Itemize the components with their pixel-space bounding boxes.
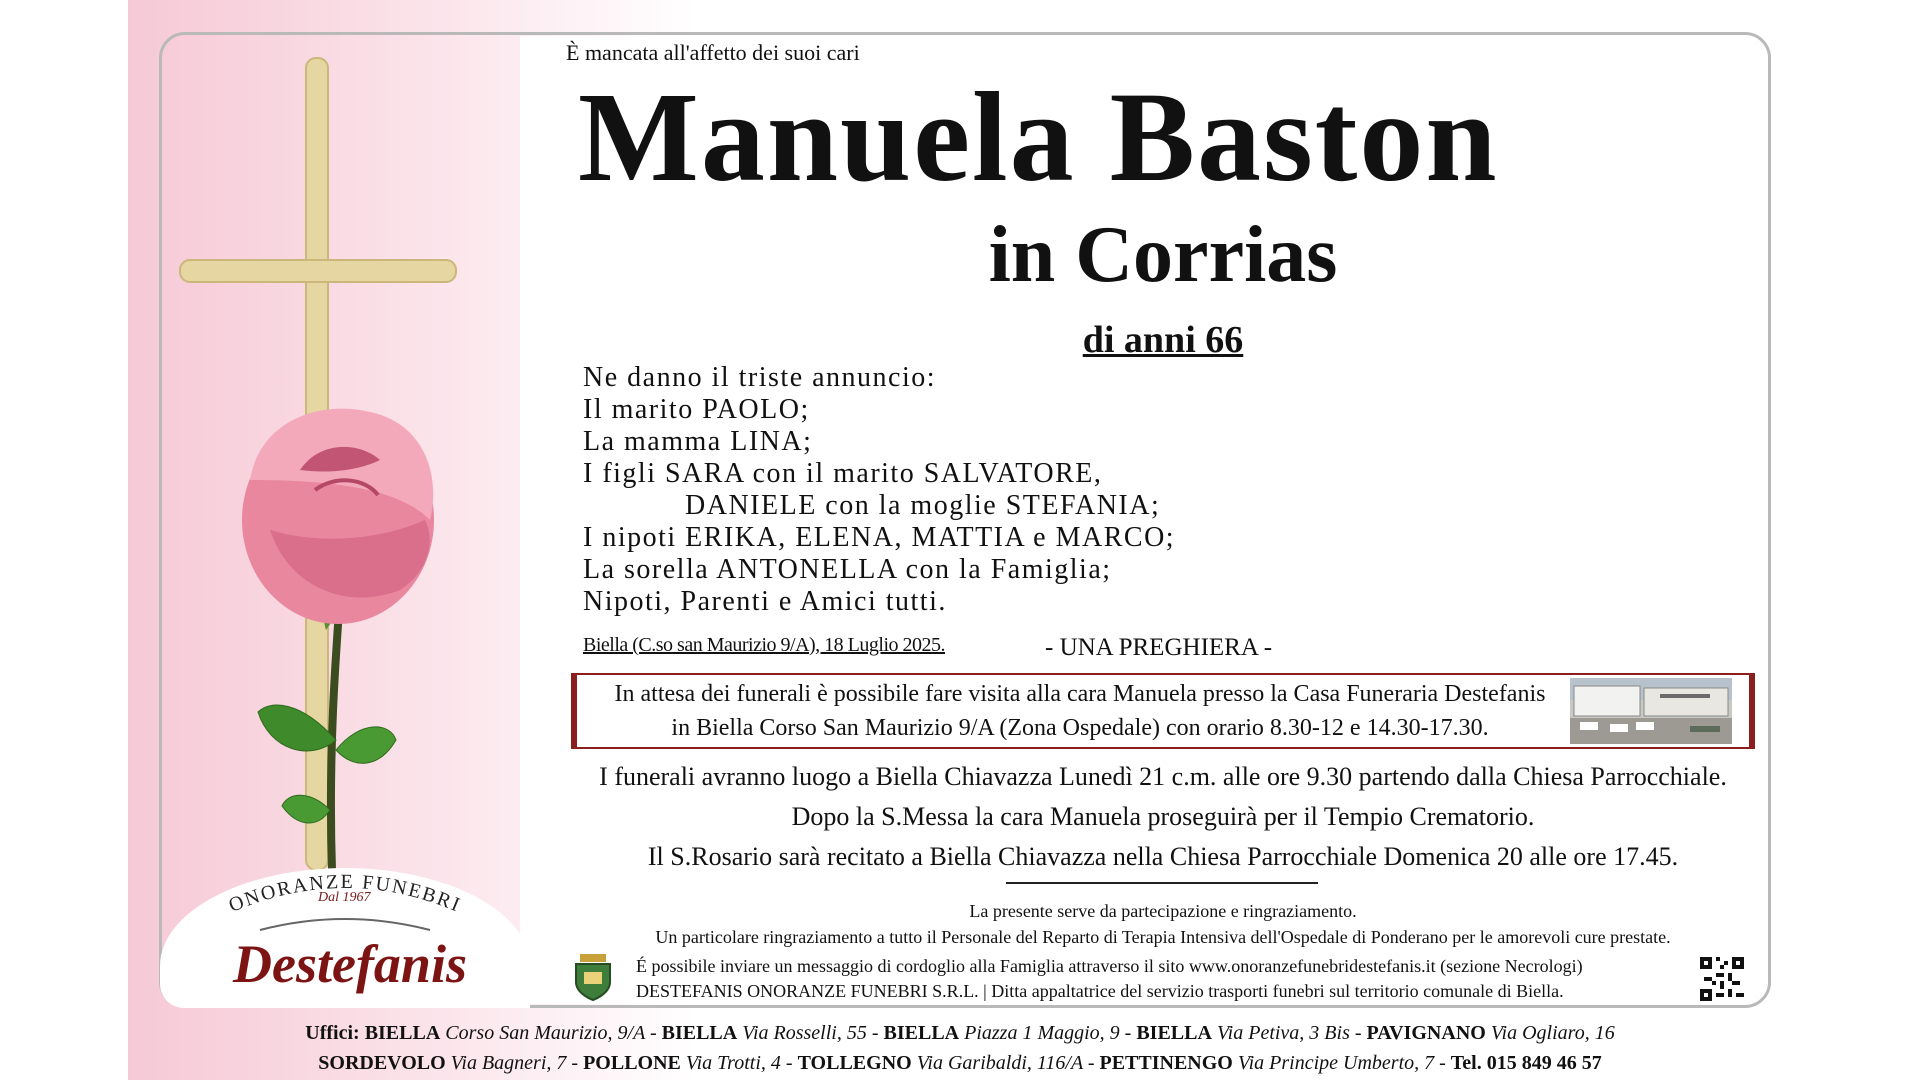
age: di anni 66 xyxy=(1082,319,1244,361)
office-address: Piazza 1 Maggio, 9 xyxy=(964,1022,1120,1044)
funeral-line: Il S.Rosario sarà recitato a Biella Chiavazza nella Chiesa Parrocchiale Domenica 20 alle ore 17.45. xyxy=(647,842,1679,871)
rose-icon xyxy=(242,409,434,870)
office-address: Via Bagneri, 7 xyxy=(450,1052,567,1074)
thanks-line: La presente serve da partecipazione e ringraziamento. xyxy=(969,901,1357,921)
footer-line-2: SORDEVOLO Via Bagneri, 7 - POLLONE Via Trotti, 4 - TOLLEGNO Via Garibaldi, 116/A - PETTINENGO Via Principe Umberto, 7 - Tel. 015 849 46 57 xyxy=(318,1052,1602,1074)
funeral-line: I funerali avranno luogo a Biella Chiavazza Lunedì 21 c.m. alle ore 9.30 partendo dalla Chiesa Parrocchiale. xyxy=(599,762,1727,791)
office-address: Corso San Maurizio, 9/A xyxy=(445,1022,645,1044)
office-city: TOLLEGNO xyxy=(797,1052,912,1074)
footer-label: Uffici: xyxy=(305,1022,360,1044)
thanks-line: Un particolare ringraziamento a tutto il Personale del Reparto di Terapia Intensiva dell'Ospedale di Ponderano per le amorevoli cure prestate. xyxy=(655,927,1671,947)
mourner-line: La mamma LINA; xyxy=(583,426,813,457)
svg-text:ONORANZE FUNEBRI: ONORANZE FUNEBRI xyxy=(225,870,465,917)
office-city: SORDEVOLO xyxy=(318,1052,446,1074)
mourner-line: I figli SARA con il marito SALVATORE, xyxy=(583,458,1103,489)
building-photo xyxy=(1570,678,1732,744)
visit-line: in Biella Corso San Maurizio 9/A (Zona Ospedale) con orario 8.30-12 e 14.30-17.30. xyxy=(671,715,1489,741)
prayer-link[interactable]: - UNA PREGHIERA - xyxy=(1045,634,1273,661)
office-city: BIELLA xyxy=(1136,1022,1212,1044)
mourner-line: Ne danno il triste annuncio: xyxy=(583,362,937,393)
deceased-name: Manuela Baston xyxy=(578,66,1499,208)
funeral-details xyxy=(571,757,1755,877)
thanks-text xyxy=(571,898,1755,950)
qr-code-icon[interactable] xyxy=(1700,957,1744,1001)
office-address: Via Trotti, 4 xyxy=(685,1052,781,1074)
office-city: PAVIGNANO xyxy=(1366,1022,1486,1044)
office-address: Via Rosselli, 55 xyxy=(742,1022,867,1044)
place-date: Biella (C.so san Maurizio 9/A), 18 Luglio 2025. xyxy=(583,634,946,656)
office-city: BIELLA xyxy=(883,1022,960,1044)
visit-line: In attesa dei funerali è possibile fare visita alla cara Manuela presso la Casa Funeraria Destefanis xyxy=(614,681,1546,707)
offices-footer xyxy=(128,1018,1792,1078)
phone-number[interactable]: Tel. 015 849 46 57 xyxy=(1450,1052,1602,1074)
cross-rose-decoration xyxy=(150,50,490,870)
mourner-line: Il marito PAOLO; xyxy=(583,394,810,425)
logo-since: Dal 1967 xyxy=(318,890,371,905)
mourner-line: DANIELE con la moglie STEFANIA; xyxy=(685,490,1161,521)
mourner-line: La sorella ANTONELLA con la Famiglia; xyxy=(583,554,1112,585)
intro-line: È mancata all'affetto dei suoi cari xyxy=(566,40,860,65)
separator xyxy=(1006,882,1318,884)
office-address: Via Ogliaro, 16 xyxy=(1490,1022,1615,1044)
contact-line: É possibile inviare un messaggio di cordoglio alla Famiglia attraverso il sito www.onoranzefunebridestefanis.it (sezione Necrologi) xyxy=(636,956,1583,976)
footer-line-1: Uffici: BIELLA Corso San Maurizio, 9/A - BIELLA Via Rosselli, 55 - BIELLA Piazza 1 Maggio, 9 - BIELLA Via Petiva, 3 Bis - PAVIGNANO Via Ogliaro, 16 xyxy=(305,1022,1615,1044)
logo-name: Destefanis xyxy=(233,934,467,994)
visit-info-text xyxy=(590,677,1570,745)
contact-info xyxy=(636,954,1583,1004)
office-city: BIELLA xyxy=(661,1022,738,1044)
office-address: Via Principe Umberto, 7 xyxy=(1237,1052,1435,1074)
office-city: POLLONE xyxy=(583,1052,681,1074)
office-city: BIELLA xyxy=(364,1022,441,1044)
mourners-list xyxy=(583,362,1175,618)
office-address: Via Petiva, 3 Bis xyxy=(1216,1022,1350,1044)
office-city: PETTINENGO xyxy=(1099,1052,1233,1074)
mourner-line: Nipoti, Parenti e Amici tutti. xyxy=(583,586,947,617)
married-name: in Corrias xyxy=(988,211,1338,299)
mourner-line: I nipoti ERIKA, ELENA, MATTIA e MARCO; xyxy=(583,522,1176,553)
contact-line: DESTEFANIS ONORANZE FUNEBRI S.R.L. | Ditta appaltatrice del servizio trasporti funebri sul territorio comunale di Biella. xyxy=(636,981,1564,1001)
crest-icon xyxy=(570,952,616,1002)
office-address: Via Garibaldi, 116/A xyxy=(916,1052,1083,1074)
funeral-line: Dopo la S.Messa la cara Manuela proseguirà per il Tempio Crematorio. xyxy=(791,802,1535,831)
